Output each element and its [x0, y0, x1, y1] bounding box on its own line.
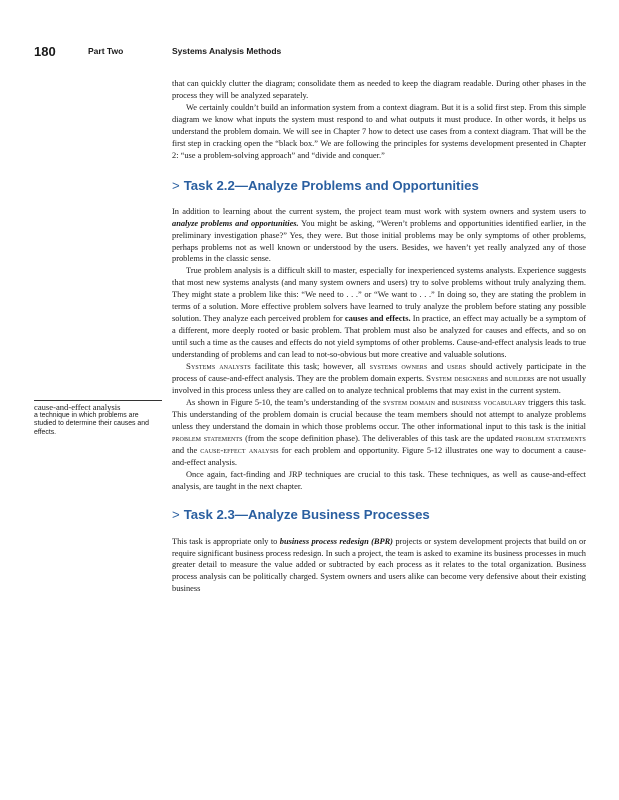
small-caps-term: Systems analysts: [186, 361, 251, 372]
small-caps-term: problem statements: [515, 432, 586, 443]
small-caps-term: users: [446, 361, 467, 372]
text-span: triggers this task. This understanding of the problem domain is crucial because the team members should not attempt to analyze problems unless they understand the domain in which those problems occur. The other informational input to this task is the initial: [172, 397, 586, 431]
heading-marker-icon: >: [172, 506, 180, 522]
text-span: In addition to learning about the current system, the project team must work with system owners and system users to: [172, 206, 586, 216]
small-caps-term: system domain: [382, 396, 436, 407]
text-span: You might be asking, “Weren’t problems and opportunities identified earlier, in the preliminary investigation phase?” Yes, they were. But those initial problems may be only symptoms of other problems, perhaps problems not as well known or understood by the users. Besides, we haven’t yet really analyzed any of those problems in the classic sense.: [172, 218, 586, 264]
text-span: and: [488, 374, 505, 384]
text-span: As shown in Figure 5-10, the team’s understanding of the: [186, 397, 383, 407]
task-2-3-paragraph-1: [172, 536, 586, 596]
small-caps-term: problem statements: [172, 432, 243, 443]
task-2-2-paragraph-5: Once again, fact-finding and JRP techniques are crucial to this task. These techniques, as well as cause-and-effect analysis, are taught in the next chapter.: [172, 469, 586, 491]
text-span: True problem analysis is a difficult skill to master, especially for inexperienced systems analysts. Experience suggests that most new systems analysts (and many system owners and users) try to solve problems without truly analyzing them. They might state a problem like this: “We need to . . .” or “We want to . . .” In doing so, they are stating the problem in terms of a solution. More effective problem solvers have learned to truly analyze the problem before stating any possible solution. They analyze each perceived problem for: [172, 266, 586, 324]
small-caps-term: System designers: [426, 373, 489, 384]
small-caps-term: builders: [504, 373, 535, 384]
emphasized-term: analyze problems and opportunities.: [172, 218, 299, 228]
text-span: facilitate this task; however, all: [250, 362, 370, 372]
task-2-2-paragraph-2: [172, 265, 586, 361]
task-2-2-paragraph-4: [172, 397, 586, 469]
heading-marker-icon: >: [172, 177, 180, 193]
text-span: and: [435, 397, 452, 407]
text-span: projects or system development projects that build on or require significant business process redesign. In such a project, the team is asked to examine its business processes in much greater detail to measure the value added or subtracted by each process as it relates to the total organization. Business process analysis can be politically charged. System owners and users alike can become very defensive about their existing business: [172, 536, 586, 594]
small-caps-term: systems owners: [369, 361, 428, 372]
part-label: Part Two: [88, 46, 124, 56]
intro-paragraph-2: We certainly couldn’t build an information system from a context diagram. But it is a solid first step. From this simple diagram we know what inputs the system must respond to and what outputs it must produce. In other words, it helps us understand the problem domain. We will see in Chapter 7 how to detect use cases from a context diagram. That will be the first step in cracking open the “black box.” We are following the principles for systems development presented in Chapter 2: “use a problem-solving approach” and “divide and conquer.”: [172, 102, 586, 160]
task-2-3-heading-text: Task 2.3—Analyze Business Processes: [183, 506, 430, 522]
text-span: and the: [172, 445, 201, 455]
margin-definition-text: a technique in which problems are studied to determine their causes and effects.: [34, 412, 149, 436]
margin-term: cause-and-effect analysis: [34, 400, 162, 412]
page-number: 180: [34, 44, 56, 59]
page-header: [34, 44, 589, 60]
text-span: This task is appropriate only to: [172, 536, 280, 546]
emphasized-term: business process redesign (BPR): [279, 536, 393, 546]
intro-paragraph-1: that can quickly clutter the diagram; consolidate them as needed to keep the diagram readable. During other phases in the process they will be analyzed separately.: [172, 79, 586, 100]
section-label: Systems Analysis Methods: [172, 46, 282, 56]
text-span: are not usually involved in this process unless they are called on to analyze technical problems that may exist in the current system.: [172, 374, 587, 395]
task-2-2-heading: [172, 178, 586, 193]
task-2-2-paragraph-3: [172, 361, 586, 397]
text-span: and: [427, 362, 447, 372]
key-term: causes and effects.: [344, 314, 411, 324]
task-2-3-heading: [172, 507, 586, 522]
task-2-2-paragraph-1: [172, 206, 586, 266]
small-caps-term: cause-effect analysis: [200, 444, 279, 455]
body-text: [172, 78, 586, 595]
text-span: for each problem and opportunity. Figure 5-12 illustrates one way to document a cause-and-effect analysis.: [172, 445, 586, 467]
text-span: should actively participate in the process of cause-and-effect analysis. They are the problem domain experts.: [172, 362, 586, 384]
text-span: In practice, an effect may actually be a symptom of a different, more deeply rooted or basic problem. That problem must also be analyzed for causes and effects, and so on until such a time as the causes and effects do not yield symptoms of other problems. Cause-and-effect analysis leads to true understanding of problems and can lead to not-so-obvious but more creative and valuable solutions.: [172, 314, 586, 360]
margin-definition: [34, 400, 162, 437]
task-2-2-heading-text: Task 2.2—Analyze Problems and Opportunities: [183, 177, 479, 193]
small-caps-term: business vocabulary: [451, 396, 526, 407]
text-span: (from the scope definition phase). The deliverables of this task are the updated: [242, 433, 516, 443]
